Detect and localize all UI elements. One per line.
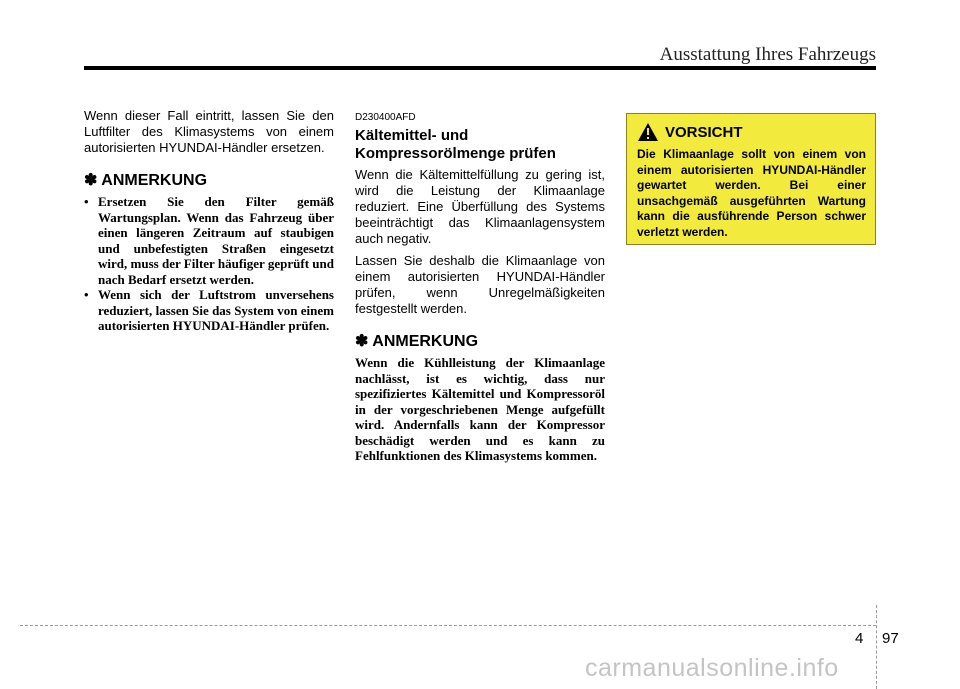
bullet-symbol: • (84, 287, 89, 302)
bullet-item (84, 287, 334, 334)
bullet-text: Wenn sich der Luftstrom unversehens reduziert, lassen Sie das System von einem autorisierten HYUNDAI-Händler prüfen. (98, 287, 334, 333)
note-bullet-list (84, 194, 334, 334)
warning-text: Die Klimaanlage sollt von einem von einem autorisierten HYUNDAI-Händler gewartet werden. Bei einer unsachgemäß ausgeführten Wartung kann die ausführende Person schwer verletzt werden. (637, 147, 866, 239)
bullet-item (84, 194, 334, 287)
section-title: Kältemittel- und Kompressorölmenge prüfen (355, 127, 556, 162)
note-heading: ✽ ANMERKUNG (355, 333, 479, 350)
warning-title: VORSICHT (665, 123, 743, 141)
warning-triangle-icon (637, 122, 659, 142)
section-code: D230400AFD (355, 112, 416, 123)
page-number: 97 (882, 630, 899, 647)
intro-paragraph: Wenn dieser Fall eintritt, lassen Sie den Luftfilter des Klimasystems von einem autorisierten HYUNDAI-Händler ersetzen. (84, 108, 334, 155)
left-column (84, 108, 334, 334)
page-header-title: Ausstattung Ihres Fahrzeugs (659, 44, 876, 65)
footer-rule (20, 625, 876, 626)
paragraph: Lassen Sie deshalb die Klimaanlage von einem autorisierten HYUNDAI-Händler prüfen, wenn Unregelmäßigkeiten festgestellt werden. (355, 253, 605, 316)
header-rule (84, 66, 876, 70)
watermark: carmanualsonline.info (585, 654, 839, 682)
paragraph: Wenn die Kältemittelfüllung zu gering ist, wird die Leistung der Klimaanlage reduziert. Eine Überfüllung des Systems beeinträchtigt das Klimaanlagensystem auch negativ. (355, 167, 605, 246)
middle-column (355, 108, 605, 464)
note-text: Wenn die Kühlleistung der Klimaanlage nachlässt, ist es wichtig, dass nur spezifiziertes Kältemittel und Kompressoröl in der vorgeschriebenen Menge aufgefüllt wird. Andernfalls kann der Kompressor beschädigt werden und es kann zu Fehlfunktionen des Klimasystems kommen. (355, 355, 605, 463)
warning-header (637, 122, 866, 142)
footer-divider (876, 605, 877, 689)
chapter-number: 4 (855, 630, 864, 647)
bullet-text: Ersetzen Sie den Filter gemäß Wartungsplan. Wenn das Fahrzeug über einen längeren Zeitraum auf staubigen und unbefestigten Straßen eingesetzt wird, muss der Filter häufiger geprüft und nach Bedarf ersetzt werden. (98, 194, 334, 287)
bullet-symbol: • (84, 194, 89, 209)
note-heading: ✽ ANMERKUNG (84, 172, 208, 189)
warning-box (626, 113, 876, 245)
